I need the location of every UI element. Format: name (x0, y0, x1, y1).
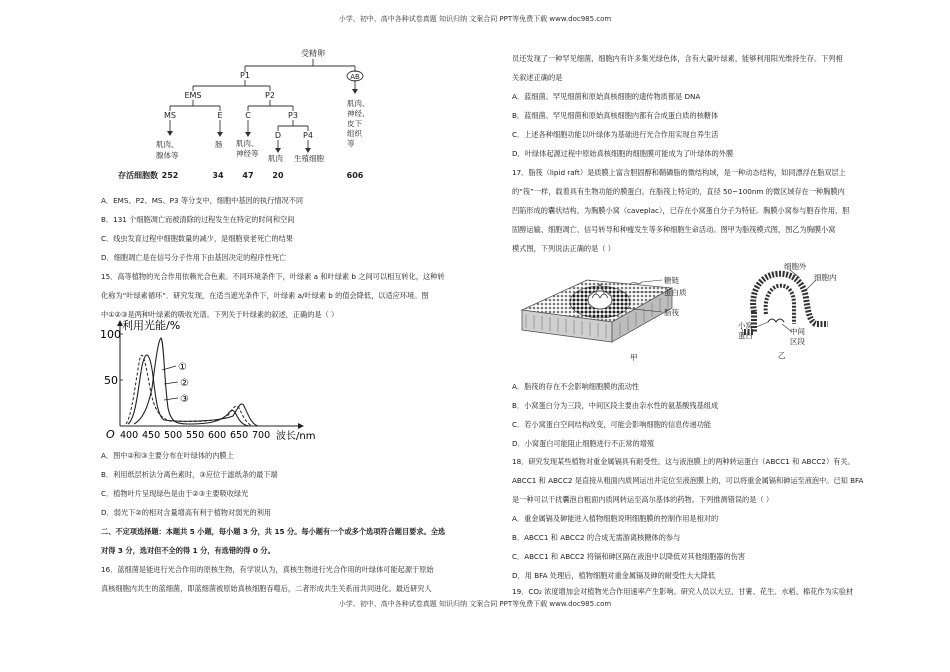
q16-option-a: A．蓝细菌、罕见细菌和原始真核细胞的遗传物质都是 DNA (512, 92, 701, 101)
yi-label-caveola: 小窝 (738, 321, 753, 330)
curve-3 (134, 338, 250, 426)
q17-stem-1: 17．脂筏（lipid raft）是质膜上富含胆固醇和鞘磷脂的微结构域，是一种动态结构，如同漂浮在脂双层上 (512, 168, 846, 177)
q19-stem: 19．CO₂ 浓度增加会对植物光合作用速率产生影响。研究人员以大豆、甘薯、花生、水稻、棉花作为实验材 (512, 587, 854, 596)
q18-option-b: B．ABCC1 和 ABCC2 的合成无需游离核糖体的参与 (512, 533, 681, 542)
q17-stem-4: 固醇运输、细胞凋亡、信号转导和种瘦发生等多种细胞生命活动。图甲为脂筏模式图，图乙为胸膜小窝 (512, 225, 836, 234)
q15-stem-2: 化称为“叶绿素循环”．研究发现，在适当遮光条件下，叶绿素 a/叶绿素 b 的值会降低，以适应环境。图 (101, 291, 429, 300)
q15-option-c: C．植物叶片呈现绿色是由于②③主要吸收绿光 (101, 489, 249, 498)
c-fate-1: 肌肉、 (236, 139, 259, 148)
ms-fate-1: 肌肉、 (156, 140, 179, 149)
xtick-550: 550 (186, 430, 205, 441)
tree-ab: AB (350, 73, 360, 81)
xtick-600: 600 (208, 430, 227, 441)
section2-heading-2: 对得 3 分，选对但不全的得 1 分，有选错的得 0 分。 (101, 546, 275, 555)
q17-option-a: A．脂筏的存在不会影响细胞膜的流动性 (512, 382, 640, 391)
tree-p1: P1 (240, 71, 250, 80)
count-c: 47 (242, 171, 254, 180)
q17-option-b: B．小窝蛋白分为三段，中间区段主要由亲水性的氨基酸残基组成 (512, 401, 719, 410)
ytick-50: 50 (104, 374, 118, 387)
spectrum-xlabel: 波长/nm (276, 431, 316, 442)
xtick-500: 500 (164, 430, 183, 441)
q18-option-c: C．ABCC1 和 ABCC2 将镉和砷区隔在液泡中以降低对其他细胞器的伤害 (512, 552, 746, 561)
q15-stem-1: 15．高等植物的光合作用依赖光合色素。不同环境条件下，叶绿素 a 和叶绿素 b 之间可以相互转化，这种转 (101, 272, 445, 281)
ms-fate-2: 腺体等 (156, 151, 179, 160)
xtick-700: 700 (252, 430, 271, 441)
q16-option-c: C．上述各种细胞功能以叶绿体为基础进行光合作用实现自养生活 (512, 130, 719, 139)
q14-option-a: A．EMS、P2、MS、P3 等分支中，细胞中基因的执行情况不同 (101, 196, 304, 205)
tree-root: 受精卵 (301, 49, 325, 58)
jia-label-sugar-chain: 糖链 (664, 276, 679, 285)
q15-option-d: D．弱光下②的相对含量增高有利于植物对弱光的利用 (101, 508, 272, 517)
q16-stem-2: 真核细胞内共生的蓝细菌，即蓝细菌被原始真核细胞吞噬后，二者形成共生关系而共同进化。最近研究人 (101, 584, 432, 593)
absorption-spectrum-chart (98, 318, 328, 444)
q18-stem-3: 是一种可以干扰囊泡自粗面内质网转运至高尔基体的药物。下列推测错误的是（ ） (512, 495, 774, 504)
curve-1 (128, 355, 258, 426)
curve-label-1: ① (178, 362, 187, 373)
ab-fate-2: 神经、 (347, 109, 370, 118)
q18-stem-1: 18．研究发现某些植物对重金属镉具有耐受性，这与液泡膜上的两种转运蛋白（ABCC1 和 ABCC2）有关。 (512, 457, 855, 466)
q15-option-b: B．利用纸层析法分离色素时，③应位于滤纸条的最下端 (101, 470, 278, 479)
tree-ms: MS (164, 111, 176, 120)
ytick-100: 100 (100, 328, 121, 341)
q17-stem-5: 模式图，下列说法正确的是（ ） (512, 244, 615, 253)
yi-label-segment: 区段 (790, 337, 805, 346)
q15-option-a: A．图中②和③主要分布在叶绿体的内膜上 (101, 451, 234, 460)
yi-label-outside: 细胞外 (784, 262, 807, 271)
tree-e: E (217, 111, 223, 120)
q16-cont-2: 关叙述正确的是 (512, 73, 563, 82)
ab-fate-5: 等 (347, 139, 355, 148)
caveola-figure (732, 262, 852, 374)
count-e: 34 (212, 171, 224, 180)
cell-lineage-tree (108, 46, 488, 186)
q17-stem-2: 的“筏”一样，载着具有生物功能的膜蛋白。在脂筏上特定的，直径 50~100nm 的微区域存在一种胸膜内 (512, 187, 845, 196)
e-fate: 肠 (215, 140, 223, 149)
tree-c: C (245, 111, 251, 120)
tree-ems: EMS (184, 91, 202, 100)
jia-label-lipid-raft: 脂筏 (664, 308, 679, 317)
ab-fate-1: 肌肉、 (347, 99, 370, 108)
yi-label-middle: 中间 (790, 327, 805, 336)
xtick-650: 650 (230, 430, 249, 441)
q14-option-c: C．线虫发育过程中细胞数量的减少，是细胞衰老死亡的结果 (101, 234, 293, 243)
yi-label-inside: 细胞内 (814, 273, 837, 282)
q16-option-d: D．叶绿体起源过程中原始真核细胞的细胞膜可能成为了叶绿体的外膜 (512, 149, 734, 158)
q17-option-c: C．若小窝蛋白空间结构改变，可能会影响细胞的信息传递功能 (512, 420, 712, 429)
q17-option-d: D．小窝蛋白可能阻止细胞进行不正常的增殖 (512, 439, 655, 448)
origin-label: O (106, 428, 115, 441)
spectrum-ylabel: 利用光能/% (122, 319, 181, 332)
count-ms: 252 (161, 171, 179, 180)
jia-caption: 甲 (630, 353, 638, 362)
p4-fate: 生殖细胞 (294, 154, 324, 163)
q14-option-d: D．细胞凋亡是在信号分子作用下由基因决定的程序性死亡 (101, 253, 287, 262)
q16-option-b: B．蓝细菌、罕见细菌和原始真核细胞内都有合成蛋白质的核糖体 (512, 111, 719, 120)
count-ab: 606 (346, 171, 364, 180)
count-d: 20 (272, 171, 284, 180)
survive-label: 存活细胞数 (118, 171, 158, 180)
tree-p3: P3 (288, 111, 298, 120)
q17-stem-3: 凹陷形成的囊状结构，为胸膜小窝（caveplac），已存在小窝蛋白分子为特征。胸膜小窝参与胞吞作用，胆 (512, 206, 850, 215)
q16-stem-1: 16．蓝细菌是能进行光合作用的原核生物，有学说认为，真核生物进行光合作用的叶绿体可能起源于原始 (101, 565, 434, 574)
ab-fate-3: 皮下 (347, 119, 362, 128)
ab-fate-4: 组织 (347, 129, 362, 138)
jia-label-protein: 蛋白质 (664, 288, 687, 297)
page-footer: 小学、初中、高中各种试卷真题 知识归纳 文案合同 PPT等免费下载 www.doc985.com (338, 600, 612, 608)
d-fate: 肌肉 (268, 154, 283, 163)
tree-p4: P4 (303, 131, 313, 140)
lipid-raft-figure (512, 262, 722, 374)
curve-label-2: ② (180, 378, 189, 389)
q18-stem-2: ABCC1 和 ABCC2 是直接从粗面内质网运出并定位至液泡膜上的，可以将重金属镉和砷运至液泡中。已知 BFA (512, 476, 864, 485)
curve-label-3: ③ (180, 394, 189, 405)
tree-d: D (274, 131, 282, 140)
c-fate-2: 神经等 (236, 149, 259, 158)
xtick-400: 400 (120, 430, 139, 441)
tree-p2: P2 (265, 91, 275, 100)
page-header: 小学、初中、高中各种试卷真题 知识归纳 文案合同 PPT等免费下载 www.doc985.com (338, 15, 612, 23)
xtick-450: 450 (142, 430, 161, 441)
q15-stem-3: 中①②③是两种叶绿素的吸收光谱。下列关于叶绿素的叙述，正确的是（ ） (101, 310, 339, 319)
q16-cont-1: 员还发现了一种罕见细菌，细胞内有许多集光绿色体，含有大量叶绿素，能够利用阳光维持生存。下列相 (512, 54, 843, 63)
yi-caption: 乙 (778, 351, 786, 360)
q14-option-b: B．131 个细胞凋亡而被清除的过程发生在特定的时间和空间 (101, 215, 295, 224)
q18-option-d: D．用 BFA 处理后，植物细胞对重金属镉及砷的耐受性大大降低 (512, 571, 716, 580)
yi-label-protein: 蛋白 (738, 331, 753, 340)
q18-option-a: A．重金属镉及砷能进入植物细胞说明细胞膜的控制作用是相对的 (512, 514, 719, 523)
section2-heading-1: 二、不定项选择题：本题共 5 小题，每小题 3 分，共 15 分。每小题有一个或多个选项符合题目要求。全选 (101, 527, 446, 536)
